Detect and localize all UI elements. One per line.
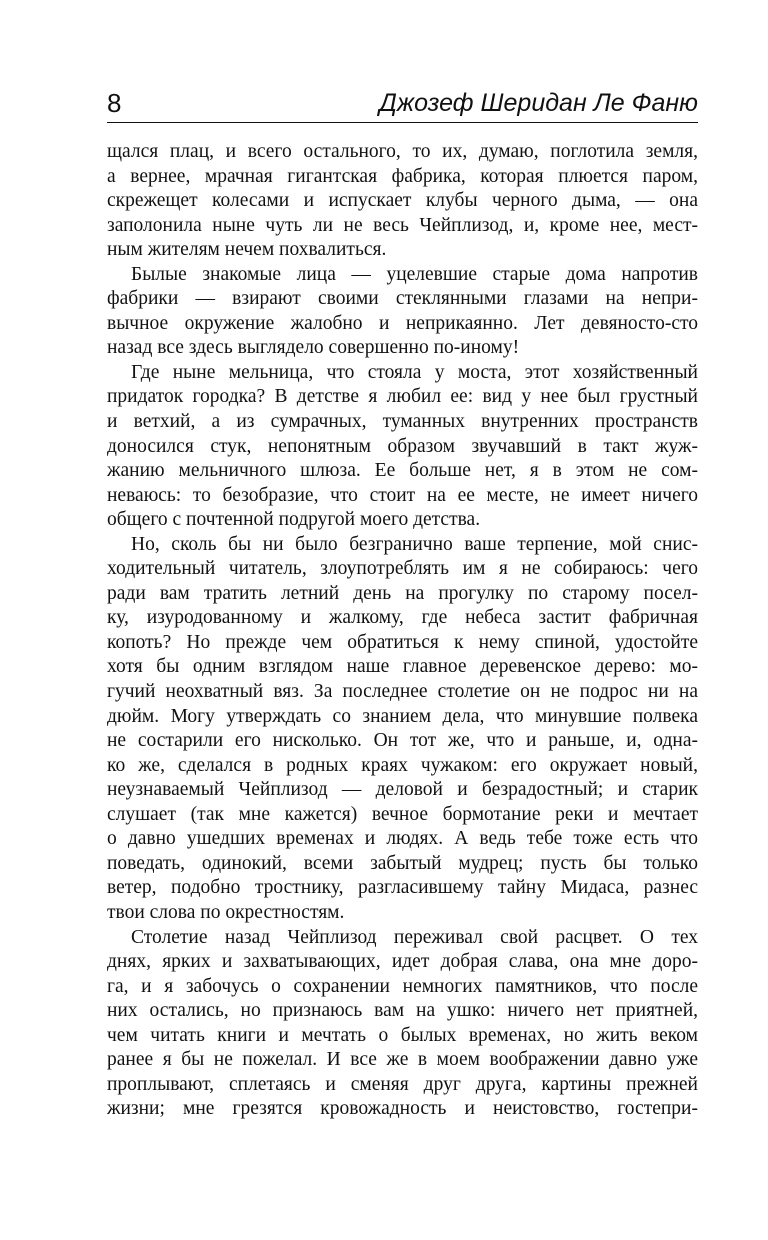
text-line: жанию мельничного шлюза. Ее больше нет, я в этом не сом- bbox=[107, 460, 698, 482]
text-line: заполонила ныне чуть ли не весь Чейплизод, и, кроме нее, мест- bbox=[107, 214, 698, 236]
text-line: га, и я забочусь о сохранении немногих памятников, что после bbox=[107, 975, 698, 997]
text-line: придаток городка? В детстве я любил ее: вид у нее был грустный bbox=[107, 386, 698, 408]
text-line: ку, изуродованному и жалкому, где небеса застит фабричная bbox=[107, 607, 698, 629]
text-line: фабрики — взирают своими стеклянными глазами на непри- bbox=[107, 288, 698, 310]
text-line: ранее я бы не пожелал. И все же в моем воображении давно уже bbox=[107, 1049, 698, 1071]
text-line: ным жителям нечем похвалиться. bbox=[107, 239, 387, 261]
text-line: общего с почтенной подругой моего детства. bbox=[107, 509, 481, 531]
text-line: ко же, сделался в родных краях чужаком: его окружает новый, bbox=[107, 754, 698, 776]
text-line: твои слова по окрестностям. bbox=[107, 901, 345, 923]
text-line: поведать, одинокий, всеми забытый мудрец; пусть бы только bbox=[107, 852, 698, 874]
text-line: жизни; мне грезятся кровожадность и неистовство, гостепри- bbox=[107, 1098, 698, 1120]
running-header bbox=[107, 86, 698, 123]
page-number: 8 bbox=[107, 88, 122, 118]
text-line: хотя бы одним взглядом наше главное деревенское дерево: мо- bbox=[107, 656, 698, 678]
text-line: Былые знакомые лица — уцелевшие старые дома напротив bbox=[131, 263, 698, 285]
text-line: ветер, подобно тростнику, разгласившему тайну Мидаса, разнес bbox=[107, 877, 698, 899]
text-line: Столетие назад Чейплизод переживал свой расцвет. О тех bbox=[131, 926, 698, 948]
text-line: чем читать книги и мечтать о былых временах, но жить веком bbox=[107, 1024, 698, 1046]
text-line: не состарили его нисколько. Он тот же, что и раньше, и, одна- bbox=[107, 730, 698, 752]
text-line: гучий неохватный вяз. За последнее столетие он не подрос ни на bbox=[107, 681, 698, 703]
text-line: вычное окружение жалобно и неприкаянно. Лет девяносто-сто bbox=[107, 312, 698, 334]
text-line: а вернее, мрачная гигантская фабрика, которая плюется паром, bbox=[107, 165, 698, 187]
text-line: копоть? Но прежде чем обратиться к нему спиной, удостойте bbox=[107, 631, 698, 653]
text-line: них остались, но признаюсь вам на ушко: ничего нет приятней, bbox=[107, 1000, 698, 1022]
text-line: скрежещет колесами и испускает клубы черного дыма, — она bbox=[107, 190, 698, 212]
text-line: о давно ушедших временах и людях. А ведь тебе тоже есть что bbox=[107, 828, 698, 850]
text-line: назад все здесь выглядело совершенно по-иному! bbox=[107, 337, 520, 359]
text-line: доносился стук, непонятным образом звучавший в такт жуж- bbox=[107, 435, 698, 457]
text-line: неузнаваемый Чейплизод — деловой и безрадостный; и старик bbox=[107, 779, 698, 801]
text-line: слушает (так мне кажется) вечное бормотание реки и мечтает bbox=[107, 803, 698, 825]
text-line: дюйм. Могу утверждать со знанием дела, что минувшие полвека bbox=[107, 705, 698, 727]
text-line: неваюсь: то безобразие, что стоит на ее месте, не имеет ничего bbox=[107, 484, 698, 506]
running-title: Джозеф Шеридан Ле Фаню bbox=[379, 89, 698, 117]
text-line: и ветхий, а из сумрачных, туманных внутренних пространств bbox=[107, 411, 698, 433]
text-line: ради вам тратить летний день на прогулку по старому посел- bbox=[107, 582, 698, 604]
text-line: щался плац, и всего остального, то их, думаю, поглотила земля, bbox=[107, 141, 698, 162]
text-line: Где ныне мельница, что стояла у моста, этот хозяйственный bbox=[131, 361, 698, 383]
text-line: проплывают, сплетаясь и сменяя друг друга, картины прежней bbox=[107, 1073, 698, 1095]
text-line: Но, сколь бы ни было безгранично ваше терпение, мой снис- bbox=[131, 533, 698, 555]
text-line: днях, ярких и захватывающих, идет добрая слава, она мне доро- bbox=[107, 951, 698, 973]
body-text bbox=[107, 140, 698, 1122]
text-line: ходительный читатель, злоупотреблять им я не собираюсь: чего bbox=[107, 558, 698, 580]
